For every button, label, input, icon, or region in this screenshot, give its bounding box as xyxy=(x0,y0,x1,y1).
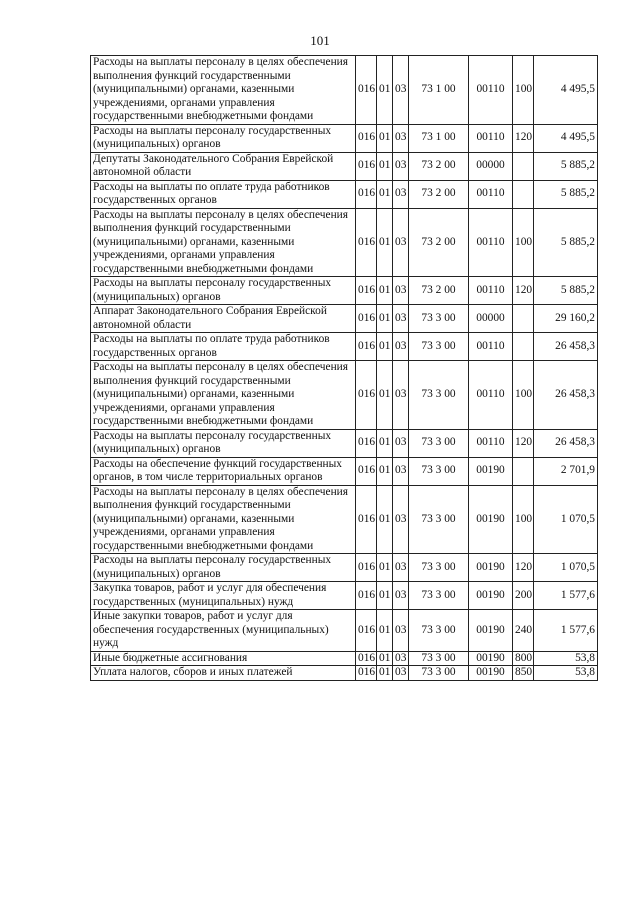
expense-name-cell: Расходы на выплаты персоналу в целях обеспечения выполнения функций государственными (муниципальными) органами, казенными учреждениями, органами управления государственными внебюджетными фондами xyxy=(91,208,356,277)
expense-type-cell: 120 xyxy=(513,124,534,152)
expense-direction-cell: 00190 xyxy=(469,485,513,554)
target-article-cell: 73 1 00 xyxy=(409,56,469,125)
expense-direction-cell: 00190 xyxy=(469,554,513,582)
expense-name-cell: Расходы на выплаты персоналу государственных (муниципальных) органов xyxy=(91,554,356,582)
target-article-cell: 73 3 00 xyxy=(409,457,469,485)
target-article-cell: 73 3 00 xyxy=(409,429,469,457)
target-article-cell: 73 2 00 xyxy=(409,277,469,305)
page-number: 101 xyxy=(310,33,330,48)
expense-name-cell: Расходы на выплаты персоналу в целях обеспечения выполнения функций государственными (муниципальными) органами, казенными учреждениями, органами управления государственными внебюджетными фондами xyxy=(91,485,356,554)
section-code-cell: 01 xyxy=(377,429,393,457)
expense-name-cell: Аппарат Законодательного Собрания Еврейской автономной области xyxy=(91,305,356,333)
subsection-code-cell: 03 xyxy=(393,124,409,152)
amount-cell: 5 885,2 xyxy=(534,277,598,305)
expense-type-cell xyxy=(513,457,534,485)
target-article-cell: 73 3 00 xyxy=(409,651,469,666)
subsection-code-cell: 03 xyxy=(393,277,409,305)
expense-direction-cell: 00190 xyxy=(469,582,513,610)
expense-type-cell xyxy=(513,152,534,180)
expense-name-cell: Расходы на выплаты по оплате труда работников государственных органов xyxy=(91,180,356,208)
amount-cell: 1 577,6 xyxy=(534,610,598,652)
table-row xyxy=(91,610,598,652)
subsection-code-cell: 03 xyxy=(393,180,409,208)
ministry-code-cell: 016 xyxy=(356,666,377,681)
subsection-code-cell: 03 xyxy=(393,208,409,277)
amount-cell: 2 701,9 xyxy=(534,457,598,485)
ministry-code-cell: 016 xyxy=(356,651,377,666)
ministry-code-cell: 016 xyxy=(356,485,377,554)
table-row xyxy=(91,582,598,610)
ministry-code-cell: 016 xyxy=(356,56,377,125)
ministry-code-cell: 016 xyxy=(356,333,377,361)
expense-type-cell: 120 xyxy=(513,554,534,582)
amount-cell: 1 070,5 xyxy=(534,485,598,554)
subsection-code-cell: 03 xyxy=(393,554,409,582)
ministry-code-cell: 016 xyxy=(356,554,377,582)
table-row xyxy=(91,124,598,152)
section-code-cell: 01 xyxy=(377,277,393,305)
table-row xyxy=(91,277,598,305)
subsection-code-cell: 03 xyxy=(393,610,409,652)
section-code-cell: 01 xyxy=(377,333,393,361)
expense-type-cell: 200 xyxy=(513,582,534,610)
amount-cell: 53,8 xyxy=(534,651,598,666)
table-row xyxy=(91,457,598,485)
table-row xyxy=(91,180,598,208)
subsection-code-cell: 03 xyxy=(393,457,409,485)
section-code-cell: 01 xyxy=(377,152,393,180)
target-article-cell: 73 1 00 xyxy=(409,124,469,152)
table-row xyxy=(91,666,598,681)
expense-type-cell: 240 xyxy=(513,610,534,652)
amount-cell: 1 577,6 xyxy=(534,582,598,610)
expense-name-cell: Иные закупки товаров, работ и услуг для обеспечения государственных (муниципальных) нужд xyxy=(91,610,356,652)
amount-cell: 26 458,3 xyxy=(534,361,598,430)
expense-direction-cell: 00110 xyxy=(469,124,513,152)
table-row xyxy=(91,429,598,457)
ministry-code-cell: 016 xyxy=(356,429,377,457)
section-code-cell: 01 xyxy=(377,208,393,277)
expense-name-cell: Расходы на обеспечение функций государственных органов, в том числе территориальных органов xyxy=(91,457,356,485)
target-article-cell: 73 2 00 xyxy=(409,152,469,180)
ministry-code-cell: 016 xyxy=(356,277,377,305)
amount-cell: 26 458,3 xyxy=(534,429,598,457)
subsection-code-cell: 03 xyxy=(393,429,409,457)
target-article-cell: 73 3 00 xyxy=(409,582,469,610)
expense-type-cell xyxy=(513,180,534,208)
amount-cell: 5 885,2 xyxy=(534,152,598,180)
expense-name-cell: Расходы на выплаты персоналу государственных (муниципальных) органов xyxy=(91,429,356,457)
expense-name-cell: Уплата налогов, сборов и иных платежей xyxy=(91,666,356,681)
section-code-cell: 01 xyxy=(377,56,393,125)
expense-type-cell: 100 xyxy=(513,361,534,430)
amount-cell: 5 885,2 xyxy=(534,180,598,208)
expense-direction-cell: 00110 xyxy=(469,56,513,125)
expense-name-cell: Депутаты Законодательного Собрания Еврейской автономной области xyxy=(91,152,356,180)
section-code-cell: 01 xyxy=(377,124,393,152)
section-code-cell: 01 xyxy=(377,666,393,681)
expense-name-cell: Иные бюджетные ассигнования xyxy=(91,651,356,666)
target-article-cell: 73 3 00 xyxy=(409,333,469,361)
subsection-code-cell: 03 xyxy=(393,582,409,610)
expense-type-cell: 120 xyxy=(513,277,534,305)
expense-direction-cell: 00190 xyxy=(469,457,513,485)
subsection-code-cell: 03 xyxy=(393,56,409,125)
expense-direction-cell: 00190 xyxy=(469,666,513,681)
expense-type-cell xyxy=(513,333,534,361)
target-article-cell: 73 3 00 xyxy=(409,554,469,582)
amount-cell: 1 070,5 xyxy=(534,554,598,582)
expense-direction-cell: 00110 xyxy=(469,277,513,305)
ministry-code-cell: 016 xyxy=(356,124,377,152)
amount-cell: 29 160,2 xyxy=(534,305,598,333)
ministry-code-cell: 016 xyxy=(356,457,377,485)
section-code-cell: 01 xyxy=(377,485,393,554)
expense-direction-cell: 00110 xyxy=(469,180,513,208)
expense-name-cell: Закупка товаров, работ и услуг для обеспечения государственных (муниципальных) нужд xyxy=(91,582,356,610)
target-article-cell: 73 3 00 xyxy=(409,610,469,652)
table-row xyxy=(91,208,598,277)
budget-table xyxy=(90,55,598,681)
amount-cell: 5 885,2 xyxy=(534,208,598,277)
amount-cell: 4 495,5 xyxy=(534,56,598,125)
amount-cell: 26 458,3 xyxy=(534,333,598,361)
expense-type-cell: 100 xyxy=(513,56,534,125)
section-code-cell: 01 xyxy=(377,361,393,430)
expense-type-cell: 850 xyxy=(513,666,534,681)
expense-name-cell: Расходы на выплаты персоналу в целях обеспечения выполнения функций государственными (муниципальными) органами, казенными учреждениями, органами управления государственными внебюджетными фондами xyxy=(91,361,356,430)
expense-name-cell: Расходы на выплаты по оплате труда работников государственных органов xyxy=(91,333,356,361)
subsection-code-cell: 03 xyxy=(393,361,409,430)
expense-direction-cell: 00110 xyxy=(469,208,513,277)
table-row xyxy=(91,305,598,333)
target-article-cell: 73 3 00 xyxy=(409,485,469,554)
target-article-cell: 73 2 00 xyxy=(409,208,469,277)
table-row xyxy=(91,651,598,666)
expense-type-cell: 100 xyxy=(513,485,534,554)
table-row xyxy=(91,554,598,582)
expense-name-cell: Расходы на выплаты персоналу в целях обеспечения выполнения функций государственными (муниципальными) органами, казенными учреждениями, органами управления государственными внебюджетными фондами xyxy=(91,56,356,125)
expense-name-cell: Расходы на выплаты персоналу государственных (муниципальных) органов xyxy=(91,124,356,152)
target-article-cell: 73 2 00 xyxy=(409,180,469,208)
subsection-code-cell: 03 xyxy=(393,152,409,180)
ministry-code-cell: 016 xyxy=(356,152,377,180)
table-body xyxy=(91,56,598,681)
subsection-code-cell: 03 xyxy=(393,305,409,333)
table-row xyxy=(91,485,598,554)
target-article-cell: 73 3 00 xyxy=(409,305,469,333)
ministry-code-cell: 016 xyxy=(356,180,377,208)
amount-cell: 53,8 xyxy=(534,666,598,681)
subsection-code-cell: 03 xyxy=(393,485,409,554)
expense-direction-cell: 00110 xyxy=(469,333,513,361)
target-article-cell: 73 3 00 xyxy=(409,666,469,681)
ministry-code-cell: 016 xyxy=(356,582,377,610)
ministry-code-cell: 016 xyxy=(356,305,377,333)
expense-direction-cell: 00190 xyxy=(469,610,513,652)
expense-type-cell: 100 xyxy=(513,208,534,277)
ministry-code-cell: 016 xyxy=(356,361,377,430)
ministry-code-cell: 016 xyxy=(356,610,377,652)
expense-type-cell: 120 xyxy=(513,429,534,457)
table-row xyxy=(91,56,598,125)
section-code-cell: 01 xyxy=(377,305,393,333)
section-code-cell: 01 xyxy=(377,554,393,582)
subsection-code-cell: 03 xyxy=(393,333,409,361)
target-article-cell: 73 3 00 xyxy=(409,361,469,430)
expense-name-cell: Расходы на выплаты персоналу государственных (муниципальных) органов xyxy=(91,277,356,305)
section-code-cell: 01 xyxy=(377,457,393,485)
subsection-code-cell: 03 xyxy=(393,666,409,681)
table-row xyxy=(91,333,598,361)
amount-cell: 4 495,5 xyxy=(534,124,598,152)
expense-direction-cell: 00000 xyxy=(469,305,513,333)
table-row xyxy=(91,152,598,180)
subsection-code-cell: 03 xyxy=(393,651,409,666)
section-code-cell: 01 xyxy=(377,610,393,652)
ministry-code-cell: 016 xyxy=(356,208,377,277)
expense-direction-cell: 00000 xyxy=(469,152,513,180)
section-code-cell: 01 xyxy=(377,651,393,666)
expense-type-cell: 800 xyxy=(513,651,534,666)
table-row xyxy=(91,361,598,430)
expense-type-cell xyxy=(513,305,534,333)
section-code-cell: 01 xyxy=(377,180,393,208)
expense-direction-cell: 00110 xyxy=(469,429,513,457)
expense-direction-cell: 00190 xyxy=(469,651,513,666)
section-code-cell: 01 xyxy=(377,582,393,610)
expense-direction-cell: 00110 xyxy=(469,361,513,430)
